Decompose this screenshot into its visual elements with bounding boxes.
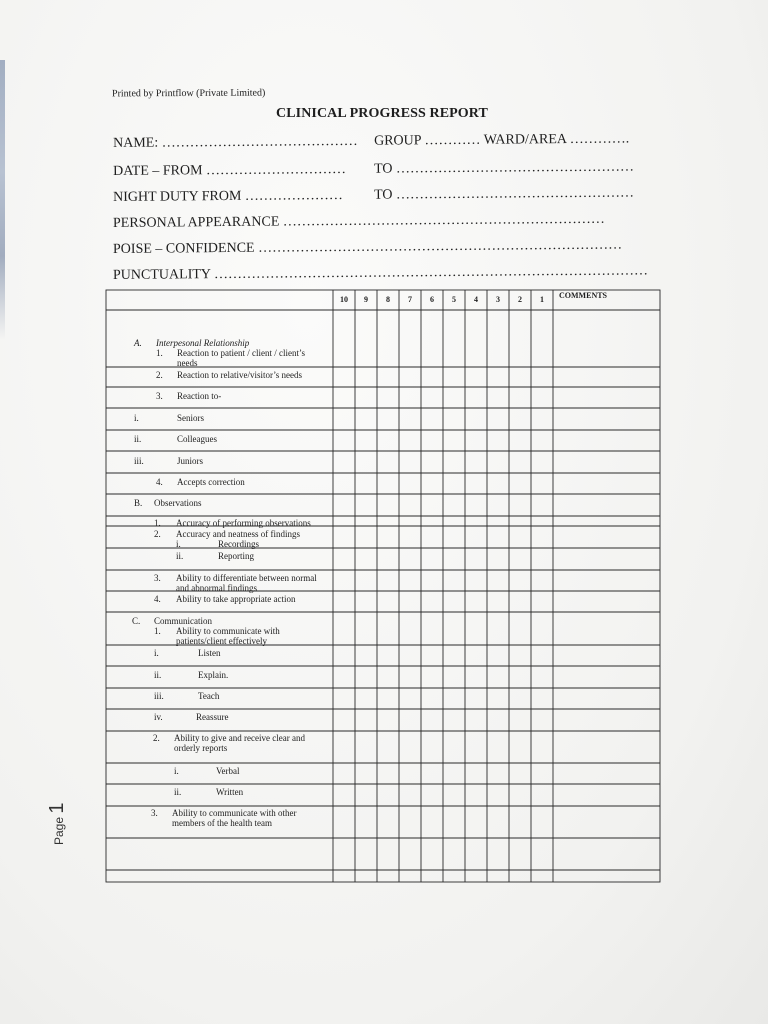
item-a1-num: 1. — [156, 348, 163, 358]
poise-confidence-field[interactable]: POISE – CONFIDENCE …………………………………………………………………… — [112, 237, 623, 257]
item-a3iii-text: Juniors — [177, 456, 204, 466]
section-b-title: Observations — [154, 498, 202, 508]
score-header-5: 5 — [452, 295, 456, 304]
date-to-field[interactable]: TO …………………………………………… — [373, 159, 635, 177]
item-c2ii-text: Written — [216, 787, 244, 797]
section-c-title: Communication — [154, 616, 212, 626]
score-header-4: 4 — [474, 295, 478, 304]
item-c3-text-cont: members of the health team — [172, 818, 272, 828]
item-c1-num: 1. — [154, 626, 161, 636]
item-b2i-num: i. — [176, 539, 181, 549]
item-c2i-text: Verbal — [216, 766, 240, 776]
item-c1iv-text: Reassure — [196, 712, 229, 722]
assessment-table — [106, 290, 661, 882]
item-c2i-num: i. — [174, 766, 179, 776]
item-c1ii-num: ii. — [154, 670, 162, 680]
score-header-7: 7 — [408, 295, 412, 304]
comments-header: COMMENTS — [559, 291, 607, 300]
score-header-8: 8 — [386, 295, 390, 304]
item-c3-text: Ability to communicate with other — [172, 808, 297, 818]
item-b2ii-text: Reporting — [218, 551, 254, 561]
page-word: Page — [52, 816, 66, 845]
item-c3-num: 3. — [151, 808, 158, 818]
score-header-3: 3 — [496, 295, 500, 304]
score-header-6: 6 — [430, 295, 434, 304]
page-number: 1 — [46, 802, 68, 814]
item-b2-text: Accuracy and neatness of findings — [176, 529, 300, 539]
item-c2-num: 2. — [153, 733, 160, 743]
item-c2-text-cont: orderly reports — [174, 743, 228, 753]
night-duty-from-field[interactable]: NIGHT DUTY FROM ………………… — [113, 187, 343, 205]
item-b2ii-num: ii. — [176, 551, 184, 561]
item-b4-text: Ability to take appropriate action — [176, 594, 296, 604]
item-c1iv-num: iv. — [154, 712, 163, 722]
night-duty-to-field[interactable]: TO …………………………………………… — [373, 185, 635, 203]
section-c-letter: C. — [132, 616, 141, 626]
item-a3iii-num: iii. — [134, 456, 144, 466]
item-c1ii-text: Explain. — [198, 670, 229, 680]
item-b3-text: Ability to differentiate between normal — [176, 573, 317, 583]
item-a4-num: 4. — [156, 477, 163, 487]
item-c1i-text: Listen — [198, 648, 221, 658]
item-c1-text-cont: patients/client effectively — [176, 636, 268, 646]
page-number-label — [46, 803, 69, 846]
item-a3i-text: Seniors — [177, 413, 204, 423]
section-b-letter: B. — [134, 498, 143, 508]
score-header-10: 10 — [340, 295, 348, 304]
item-b2i-text: Recordings — [218, 539, 259, 549]
item-a2-num: 2. — [156, 370, 163, 380]
item-c1iii-text: Teach — [198, 691, 220, 701]
item-a3ii-num: ii. — [134, 434, 142, 444]
item-c2-text: Ability to give and receive clear and — [174, 733, 305, 743]
item-a3i-num: i. — [134, 413, 139, 423]
item-a1-text: Reaction to patient / client / client’s — [177, 348, 305, 358]
name-field[interactable]: NAME: …………………………………… — [113, 133, 358, 151]
item-b3-text-cont: and abnormal findings — [176, 583, 257, 593]
item-c1-text: Ability to communicate with — [176, 626, 280, 636]
personal-appearance-field[interactable]: PERSONAL APPEARANCE …………………………………………………………… — [112, 211, 605, 231]
group-ward-field[interactable]: GROUP ………… WARD/AREA …………. — [373, 131, 630, 149]
score-header-9: 9 — [364, 295, 368, 304]
item-b1-text: Accuracy of performing observations — [176, 518, 311, 528]
item-a3ii-text: Colleagues — [177, 434, 217, 444]
binder-edge — [0, 60, 5, 340]
date-from-field[interactable]: DATE – FROM ………………………… — [113, 161, 347, 179]
item-b3-num: 3. — [154, 573, 161, 583]
punctuality-field[interactable]: PUNCTUALITY ………………………………………………………………………………… — [112, 263, 649, 283]
printer-credit: Printed by Printflow (Private Limited) — [111, 87, 266, 100]
item-a1-text-cont: needs — [177, 358, 198, 368]
item-b1-num: 1. — [154, 518, 161, 528]
item-a3-num: 3. — [156, 391, 163, 401]
item-a4-text: Accepts correction — [177, 477, 245, 487]
item-c1i-num: i. — [154, 648, 159, 658]
item-b2-num: 2. — [154, 529, 161, 539]
item-b4-num: 4. — [154, 594, 161, 604]
score-header-2: 2 — [518, 295, 522, 304]
item-c1iii-num: iii. — [154, 691, 164, 701]
score-header-1: 1 — [540, 295, 544, 304]
form-title: CLINICAL PROGRESS REPORT — [276, 106, 488, 121]
item-a2-text: Reaction to relative/visitor’s needs — [177, 370, 303, 380]
item-c2ii-num: ii. — [174, 787, 182, 797]
section-a-title: Interpesonal Relationship — [156, 338, 250, 348]
section-a-letter: A. — [134, 338, 142, 348]
item-a3-text: Reaction to- — [177, 391, 222, 401]
